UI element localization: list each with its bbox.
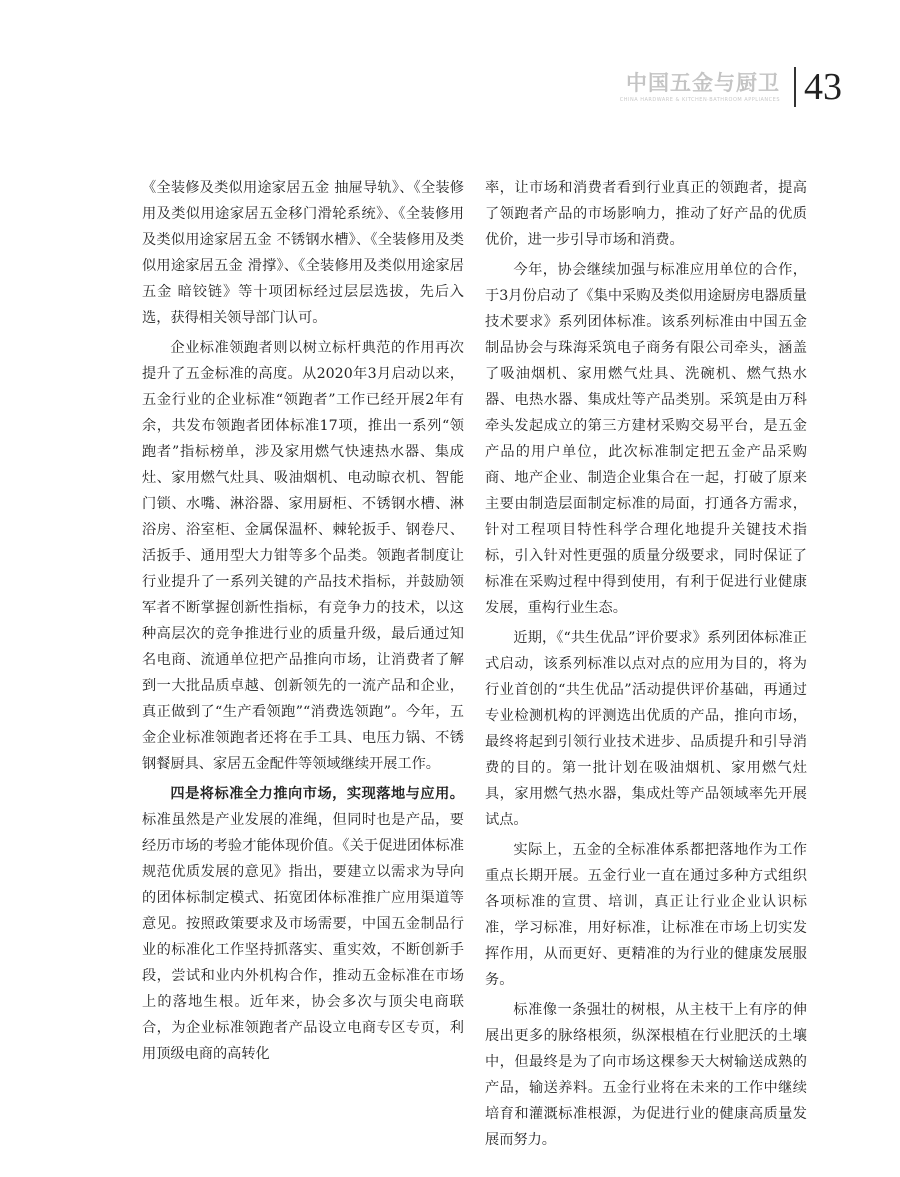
paragraph: 企业标准领跑者则以树立标杆典范的作用再次提升了五金标准的高度。从2020年3月启动以来，五金行业的企业标准“领跑者”工作已经开展2年有余，共发布领跑者团体标准17项，推出一系列“领跑者”指标榜单，涉及家用燃气快速热水器、集成灶、家用燃气灶具、吸油烟机、电动晾衣机、智能门锁、水嘴、淋浴器、家用厨柜、不锈钢水槽、淋浴房、浴室柜、金属保温杯、棘轮扳手、钢卷尺、活扳手、通用型大力钳等多个品类。领跑者制度让行业提升了一系列关键的产品技术指标，并鼓励领军者不断掌握创新性指标，有竞争力的技术，以这种高层次的竞争推进行业的质量升级，最后通过知名电商、流通单位把产品推向市场，让消费者了解到一大批品质卓越、创新领先的一流产品和企业，真正做到了“生产看领跑”“消费选领跑”。今年，五金企业标准领跑者还将在手工具、电压力锅、不锈钢餐厨具、家居五金配件等领域继续开展工作。 [142, 340, 464, 772]
right-column [485, 175, 807, 1153]
header-divider [794, 67, 796, 107]
paragraph: 《全装修及类似用途家居五金 抽屉导轨》、《全装修用及类似用途家居五金移门滑轮系统》、《全装修用及类似用途家居五金 不锈钢水槽》、《全装修用及类似用途家居五金 滑撑》、《全装修用及类似用途家居五金 暗铰链》等十项团标经过层层选拔，先后入选，获得相关领导部门认可。 [142, 180, 464, 326]
magazine-name: 中国五金与厨卫 [626, 71, 780, 95]
paragraph-body: 标准虽然是产业发展的准绳，但同时也是产品，要经历市场的考验才能体现价值。《关于促进团体标准规范优质发展的意见》指出，要建立以需求为导向的团体标制定模式、拓宽团体标准推广应用渠道等意见。按照政策要求及市场需要，中国五金制品行业的标准化工作坚持抓落实、重实效，不断创新手段，尝试和业内外机构合作，推动五金标准在市场上的落地生根。近年来，协会多次与顶尖电商联合，为企业标准领跑者产品设立电商专区专页，利用顶级电商的高转化 [142, 812, 464, 1062]
paragraph-lead: 四是将标准全力推向市场，实现落地与应用。 [170, 786, 464, 802]
left-column [142, 175, 464, 1067]
paragraph: 今年，协会继续加强与标准应用单位的合作，于3月份启动了《集中采购及类似用途厨房电器质量技术要求》系列团体标准。该系列标准由中国五金制品协会与珠海采筑电子商务有限公司牵头，涵盖了吸油烟机、家用燃气灶具、洗碗机、燃气热水器、电热水器、集成灶等产品类别。采筑是由万科牵头发起成立的第三方建材采购交易平台，是五金产品的用户单位，此次标准制定把五金产品采购商、地产企业、制造企业集合在一起，打破了原来主要由制造层面制定标准的局面，打通各方需求，针对工程项目特性科学合理化地提升关键技术指标，引入针对性更强的质量分级要求，同时保证了标准在采购过程中得到使用，有利于促进行业健康发展，重构行业生态。 [485, 262, 807, 616]
page-number: 43 [804, 66, 842, 108]
magazine-logo [620, 70, 780, 104]
paragraph [142, 781, 464, 1067]
page-header [620, 62, 842, 112]
paragraph: 率，让市场和消费者看到行业真正的领跑者，提高了领跑者产品的市场影响力，推动了好产品的优质优价，进一步引导市场和消费。 [485, 180, 807, 248]
paragraph: 近期，《“共生优品”评价要求》系列团体标准正式启动，该系列标准以点对点的应用为目的，将为行业首创的“共生优品”活动提供评价基础，再通过专业检测机构的评测选出优质的产品，推向市场，最终将起到引领行业技术进步、品质提升和引导消费的目的。第一批计划在吸油烟机、家用燃气灶具，家用燃气热水器，集成灶等产品领域率先开展试点。 [485, 630, 807, 828]
paragraph: 标准像一条强壮的树根，从主枝干上有序的伸展出更多的脉络根须，纵深根植在行业肥沃的土壤中，但最终是为了向市场这棵参天大树输送成熟的产品，输送养料。五金行业将在未来的工作中继续培育和灌溉标准根源，为促进行业的健康高质量发展而努力。 [485, 1002, 807, 1148]
paragraph: 实际上，五金的全标准体系都把落地作为工作重点长期开展。五金行业一直在通过多种方式组织各项标准的宣贯、培训，真正让行业企业认识标准，学习标准，用好标准，让标准在市场上切实发挥作用，从而更好、更精准的为行业的健康发展服务。 [485, 842, 807, 988]
magazine-subtitle: CHINA HARDWARE & KITCHEN·BATHROOM APPLIANCES [619, 97, 780, 103]
